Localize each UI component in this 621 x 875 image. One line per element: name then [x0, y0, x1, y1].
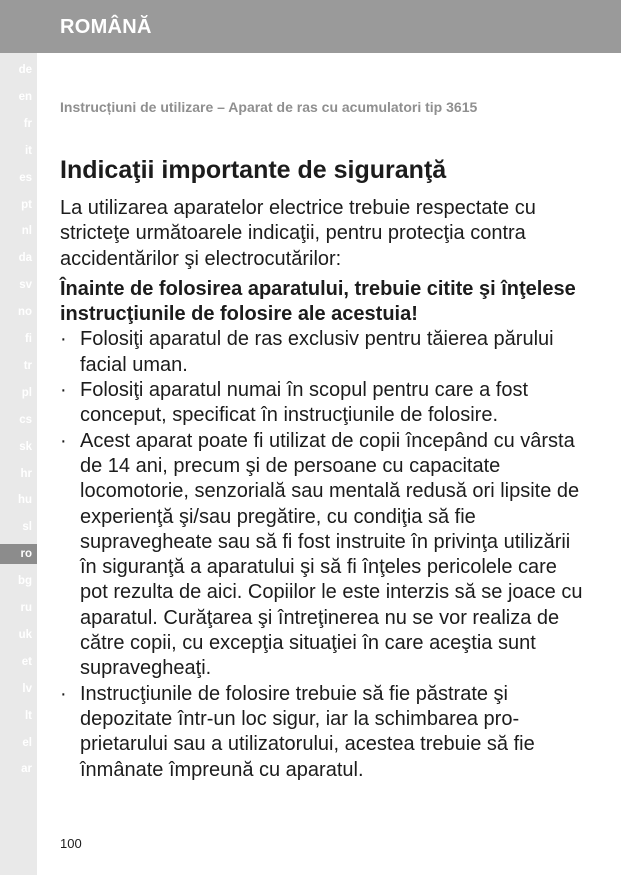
language-tab-ar: ar	[21, 763, 32, 776]
language-tab-sl: sl	[22, 521, 32, 534]
bullet-marker: ·	[60, 379, 67, 402]
list-item-text: Folosiţi aparatul de ras exclusiv pentru tăierea părului facial uman.	[80, 328, 554, 376]
language-tab-el: el	[22, 736, 32, 749]
bullet-marker: ·	[60, 328, 67, 351]
language-tab-es: es	[19, 171, 32, 184]
section-title: Indicaţii importante de siguranţă	[60, 156, 447, 184]
safety-list	[60, 327, 590, 782]
language-tab-lv: lv	[22, 682, 32, 695]
language-tab-ro: ro	[0, 544, 37, 564]
list-item	[60, 682, 590, 783]
language-tab-hu: hu	[17, 494, 32, 507]
language-tab-pl: pl	[21, 386, 32, 399]
bullet-marker: ·	[60, 682, 67, 705]
language-sidebar	[0, 53, 37, 875]
language-tab-nl: nl	[21, 225, 32, 238]
language-tab-ru: ru	[20, 602, 32, 614]
list-item-text: Instrucţiunile de folosire trebuie să fie păstrate şi depozitate într-un loc sigur, iar la schimbarea proprietarului sau a utilizatorului, acestea trebuie să fie înmânate împreună cu aparatul.	[80, 682, 535, 781]
language-tab-fr: fr	[23, 117, 32, 130]
list-item	[60, 378, 590, 429]
language-tab-da: da	[18, 252, 32, 265]
language-tab-tr: tr	[23, 359, 32, 372]
page-number: 100	[60, 836, 82, 851]
list-item	[60, 327, 590, 378]
warning-paragraph: Înainte de folosirea aparatului, trebuie citite şi înţelese instrucţiunile de folosire ale acestuia!	[60, 277, 576, 326]
language-tab-no: no	[17, 306, 32, 319]
header-bar	[0, 0, 621, 53]
language-tab-hr: hr	[20, 467, 32, 480]
language-tab-pt: pt	[21, 198, 32, 211]
language-tab-it: it	[24, 144, 32, 157]
language-tab-lt: lt	[24, 709, 32, 722]
list-item-text: Folosiţi aparatul numai în scopul pentru care a fost conceput, specificat în instrucţiunile de folosire.	[80, 379, 529, 427]
language-tab-en: en	[18, 90, 32, 103]
language-tab-uk: uk	[18, 628, 32, 641]
bullet-marker: ·	[60, 429, 67, 452]
language-tab-et: et	[21, 655, 32, 668]
document-body	[60, 196, 590, 783]
intro-paragraph: La utilizarea aparatelor electrice trebuie respectate cu stricteţe următoarele indicaţii, pentru protecţia contra accidentărilor şi electrocutărilor:	[60, 197, 536, 270]
document-subtitle: Instrucțiuni de utilizare – Aparat de ras cu acumulatori tip 3615	[60, 99, 478, 115]
language-tab-de: de	[18, 64, 32, 76]
list-item	[60, 429, 590, 682]
language-tab-cs: cs	[19, 413, 32, 426]
header-language-title: ROMÂNĂ	[60, 16, 152, 38]
language-tab-bg: bg	[17, 575, 32, 588]
language-tab-fi: fi	[24, 333, 32, 345]
language-tab-sk: sk	[19, 440, 32, 453]
list-item-text: Acest aparat poate fi utilizat de copii începând cu vârsta de 14 ani, precum şi de persoane cu capacitate locomotorie, senzorială sau mentală redusă ori lipsite de experienţă şi/sau pregătire, cu condiţia să fie supravegheate sau să fi fost instruite în privinţa utilizării în siguranţă a aparatului şi să fi înţeles pericolele care pot rezulta de aici. Copiilor le este interzis să se joace cu aparatul. Curăţarea şi întreţinerea nu se vor realiza de către copii, cu excepţia situaţiei în care aceştia sunt supravegheaţi.	[80, 429, 583, 680]
language-tab-sv: sv	[19, 279, 32, 292]
